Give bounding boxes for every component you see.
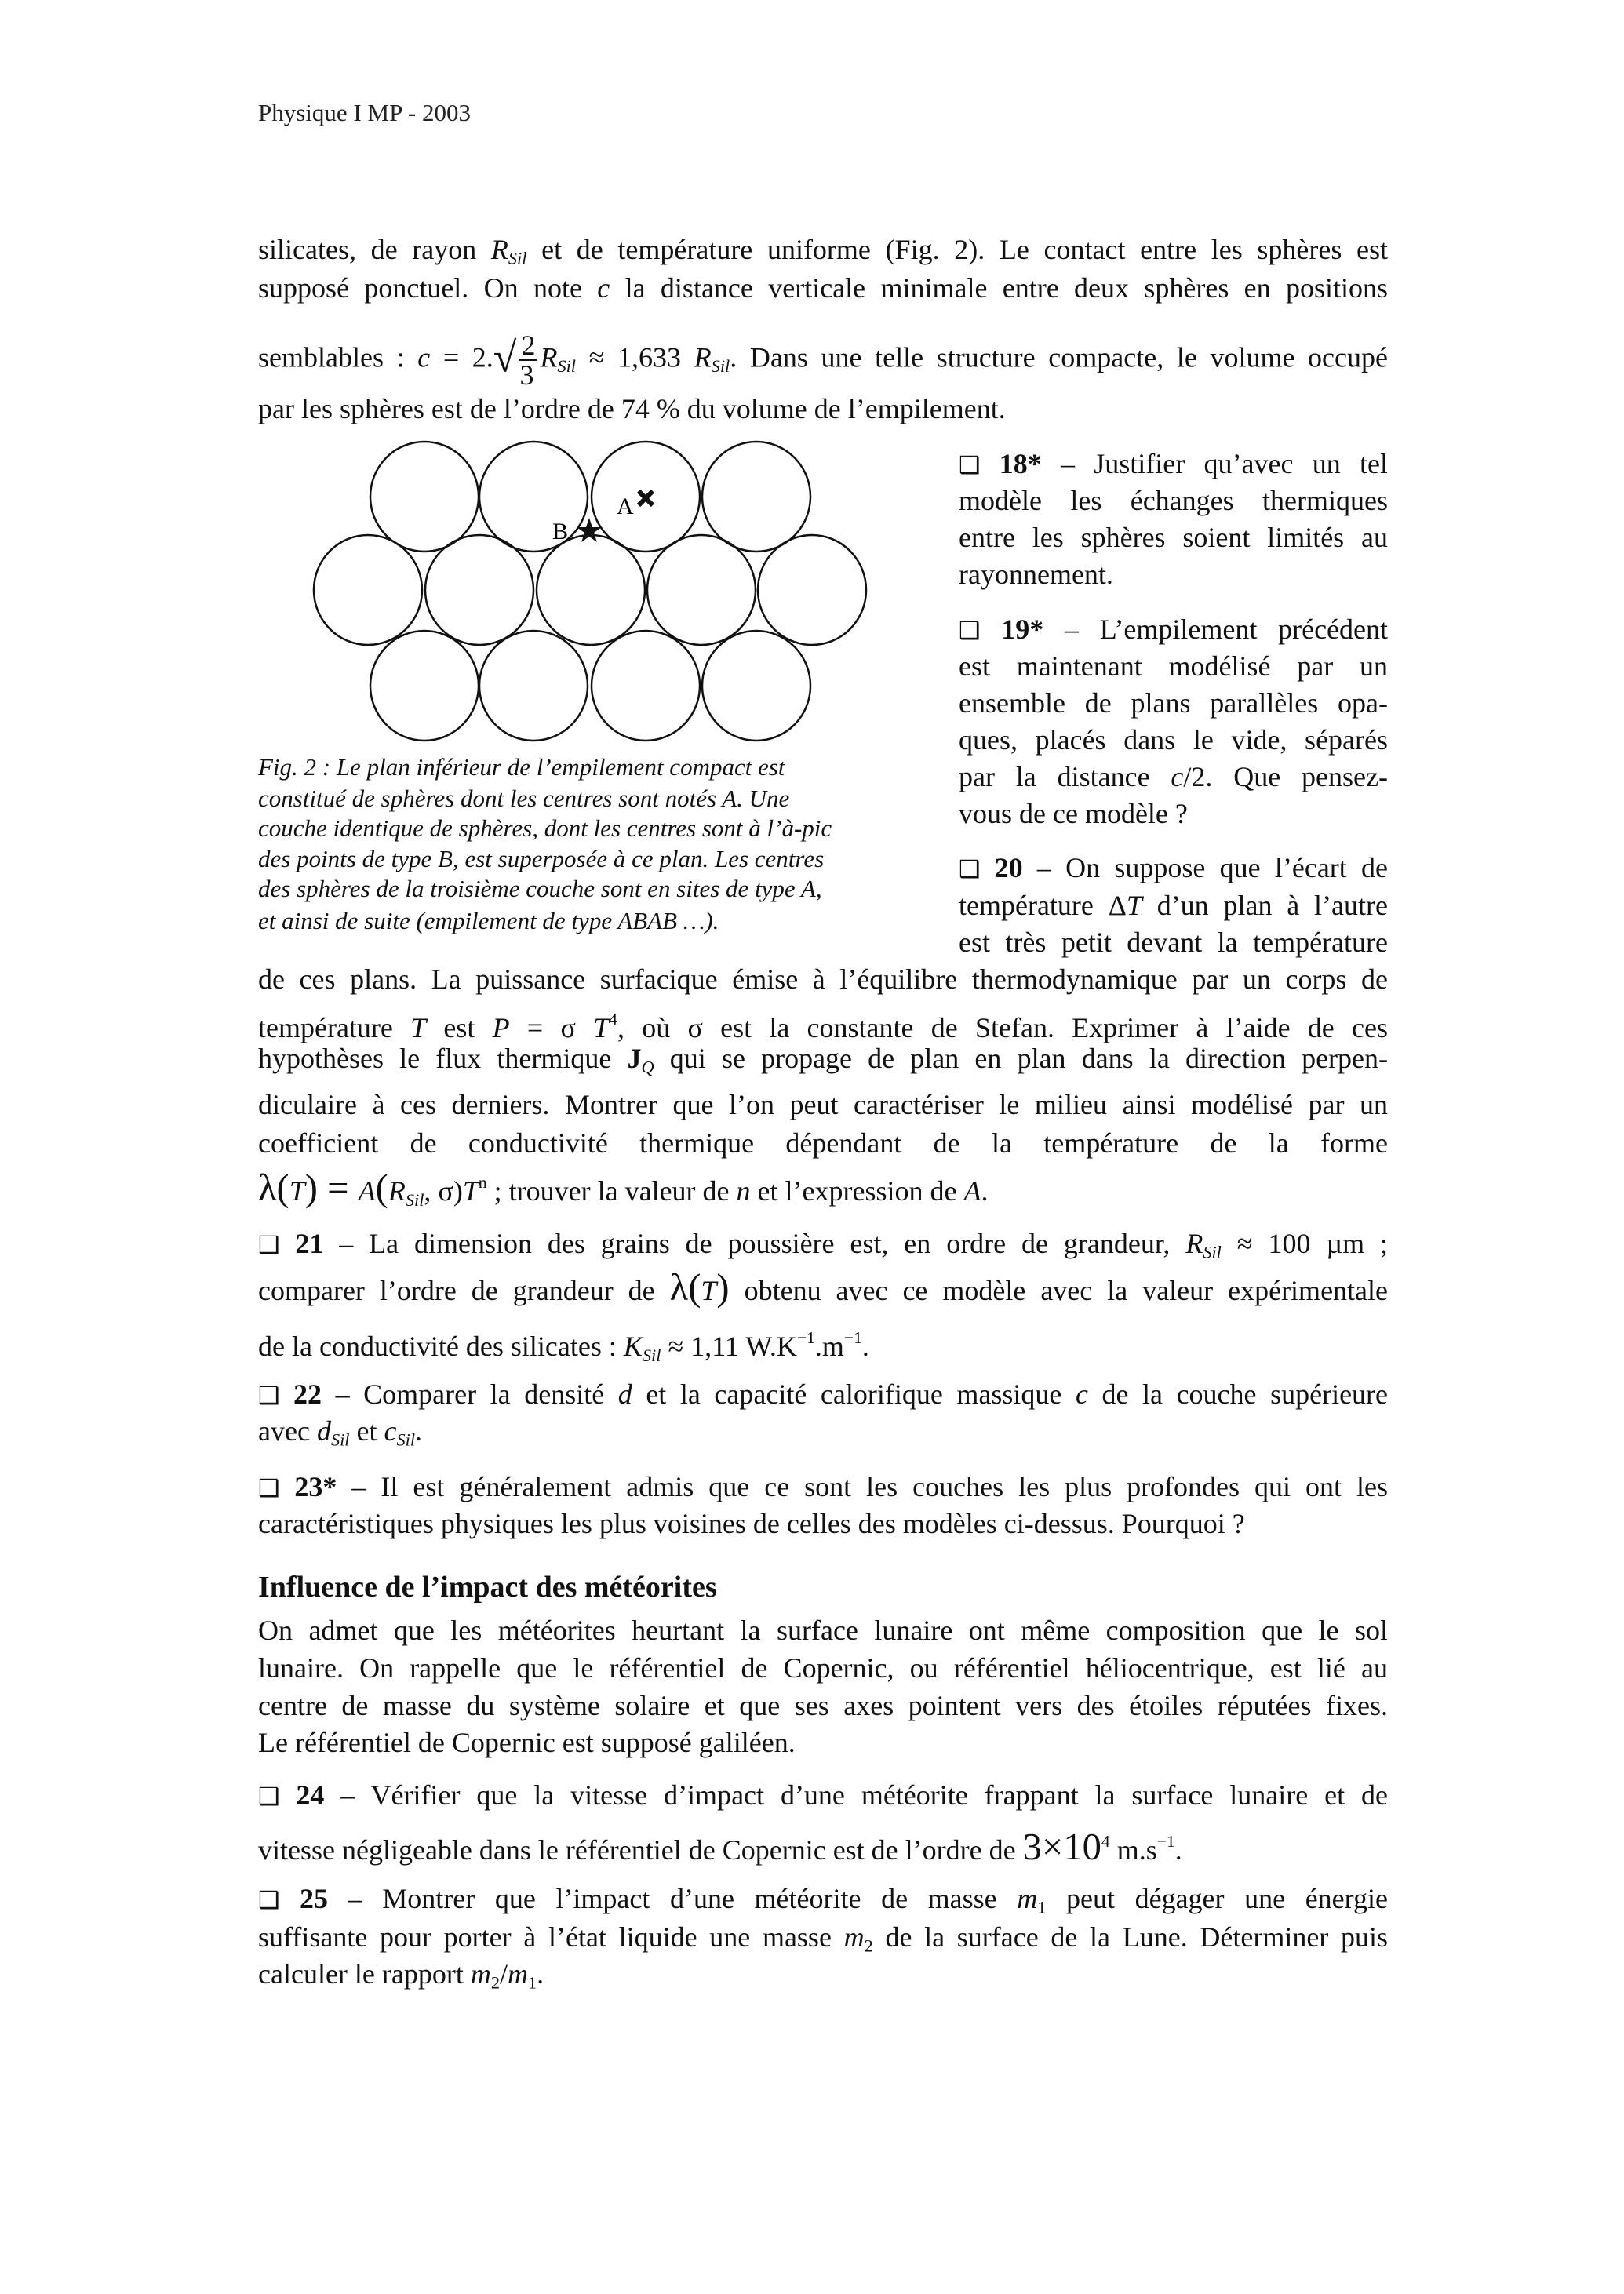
checkbox-square-icon: ❑ <box>959 617 981 645</box>
text-line <box>959 445 1388 485</box>
text-segment: calculer le rapport <box>258 1958 471 1990</box>
text-segment: Sil <box>557 355 576 376</box>
text-segment: silicates, de rayon <box>258 234 491 265</box>
checkbox-square-icon: ❑ <box>258 1783 280 1811</box>
text-line <box>258 905 917 937</box>
text-segment: semblables : <box>258 341 418 373</box>
text-line <box>258 1163 1388 1219</box>
text-segment: est très petit devant la température <box>959 927 1388 958</box>
text-segment: 20 <box>980 852 1023 883</box>
text-segment: et la capacité calorifique massique <box>632 1378 1076 1410</box>
text-segment: centre de masse du système solaire et que ses axes pointent vers des étoiles réputées fixes. <box>258 1690 1388 1721</box>
text-segment: et <box>349 1415 384 1447</box>
text-line <box>258 1225 1388 1272</box>
text-segment: 19* <box>980 614 1044 645</box>
text-segment: obtenu avec ce modèle avec la valeur expérimentale <box>729 1275 1389 1306</box>
text-line <box>258 960 1388 998</box>
text-segment: – Justifier qu’avec un tel <box>1041 448 1388 479</box>
text-segment: diculaire à ces derniers. Montrer que l’on peut caractériser le milieu ainsi modélisé par un <box>258 1089 1388 1120</box>
text-segment: K <box>623 1331 643 1363</box>
sphere-packing-figure <box>298 424 894 753</box>
checkbox-square-icon: ❑ <box>959 856 981 883</box>
sphere <box>758 535 866 645</box>
text-line <box>258 1412 1388 1459</box>
text-segment: λ( <box>258 1167 289 1210</box>
text-segment: , σ) <box>424 1175 463 1207</box>
text-segment: suffisante pour porter à l’état liquide une masse <box>258 1921 844 1953</box>
text-segment: Sil <box>396 1429 416 1450</box>
text-line <box>959 849 1388 889</box>
text-segment: . Dans une telle structure compacte, le volume occupé <box>730 341 1388 373</box>
text-segment: ) = <box>304 1167 359 1210</box>
text-segment: température <box>959 890 1109 921</box>
text-segment: rayonnement. <box>959 559 1113 590</box>
text-line <box>959 721 1388 759</box>
sphere <box>370 442 479 552</box>
text-segment: 22 <box>279 1378 322 1410</box>
text-segment: c <box>1171 761 1184 792</box>
text-segment: T <box>289 1175 305 1207</box>
text-segment: = σ <box>509 1012 594 1044</box>
text-segment: – Comparer la densité <box>322 1378 618 1410</box>
sphere <box>314 535 422 645</box>
text-segment: est maintenant modélisé par un <box>959 650 1388 682</box>
text-segment: . <box>537 1958 544 1990</box>
text-segment: 1 <box>528 1972 537 1993</box>
label-b: B <box>552 519 569 544</box>
text-segment: Sil <box>711 355 730 376</box>
text-segment: ≈ 1,11 W.K <box>661 1331 797 1363</box>
sphere <box>479 442 588 552</box>
text-segment: supposé ponctuel. On note <box>258 272 598 304</box>
text-segment: vous de ce modèle ? <box>959 798 1188 829</box>
text-line <box>258 1687 1388 1724</box>
text-segment: ≈ 100 µm ; <box>1221 1228 1388 1259</box>
text-segment: comparer l’ordre de grandeur de <box>258 1275 670 1306</box>
text-segment: coefficient de conductivité thermique dépendant de la température de la forme <box>258 1127 1388 1159</box>
point-a-cross-icon <box>639 491 653 505</box>
text-line <box>258 1375 1388 1415</box>
text-segment: /2. Que pensez- <box>1183 761 1388 792</box>
text-line <box>959 647 1388 685</box>
text-segment: Sil <box>330 1429 350 1450</box>
text-segment: 1 <box>1037 1897 1047 1917</box>
sphere <box>592 631 700 741</box>
text-segment: / <box>500 1958 508 1990</box>
text-line <box>258 1724 1388 1761</box>
text-line <box>258 843 917 875</box>
text-line <box>258 813 917 844</box>
text-segment: – La dimension des grains de poussière est, en ordre de grandeur, <box>323 1228 1186 1259</box>
text-segment: n <box>478 1173 487 1192</box>
text-segment: ) <box>716 1266 730 1309</box>
sphere <box>370 631 479 741</box>
checkbox-square-icon: ❑ <box>258 1475 280 1502</box>
text-segment: d <box>617 1378 632 1410</box>
text-segment: m <box>843 1921 865 1953</box>
text-segment: est <box>426 1012 493 1044</box>
text-segment: modèle les échanges thermiques <box>959 485 1388 516</box>
text-segment: – Montrer que l’impact d’une météorite de masse <box>328 1883 1018 1914</box>
text-segment: P <box>492 1012 510 1044</box>
text-segment: . <box>861 1331 869 1363</box>
text-segment: qui se propage de plan en plan dans la direction perpen- <box>654 1043 1388 1074</box>
text-segment: Sil <box>508 248 527 268</box>
text-segment: – On suppose que l’écart de <box>1022 852 1389 883</box>
text-line <box>959 519 1388 556</box>
text-segment: m <box>470 1958 491 1990</box>
text-segment: 4 <box>609 1010 617 1029</box>
text-segment: T <box>593 1012 610 1044</box>
fraction <box>519 331 537 389</box>
text-line <box>258 1468 1388 1508</box>
text-line <box>258 331 1388 389</box>
text-segment: m.s <box>1109 1834 1157 1866</box>
text-segment: ; trouver la valeur de <box>486 1175 737 1207</box>
text-line <box>258 1505 1388 1542</box>
text-segment: R <box>694 341 712 373</box>
text-segment: Sil <box>1203 1242 1222 1262</box>
text-segment: constitué de sphères dont les centres sont notés A. Une <box>258 785 790 812</box>
text-segment: . <box>415 1415 423 1447</box>
text-segment: n <box>736 1175 751 1207</box>
denominator: 3 <box>519 359 534 391</box>
text-segment: R <box>540 341 558 373</box>
text-segment: T <box>410 1012 427 1044</box>
text-line <box>258 1776 1388 1816</box>
text-line <box>258 1611 1388 1649</box>
numerator: 2 <box>521 330 536 361</box>
checkbox-square-icon: ❑ <box>258 1232 280 1259</box>
text-segment: 23* <box>279 1471 337 1502</box>
text-line <box>959 923 1388 961</box>
text-segment: . <box>981 1175 989 1207</box>
sphere <box>479 631 588 741</box>
text-segment: √ <box>493 333 517 381</box>
text-segment: par la distance <box>959 761 1171 792</box>
checkbox-square-icon: ❑ <box>258 1382 280 1410</box>
text-segment: Le référentiel de Copernic est supposé galiléen. <box>258 1727 796 1758</box>
text-line <box>959 610 1388 650</box>
page-header: Physique I MP - 2003 <box>258 99 471 126</box>
text-segment: A <box>358 1175 376 1207</box>
text-segment: par les sphères est de l’ordre de 74 % du volume de l’empilement. <box>258 393 1006 424</box>
sphere <box>702 442 810 552</box>
text-segment: et de température uniforme (Fig. 2). Le contact entre les sphères est <box>526 234 1388 265</box>
text-segment: 2 <box>490 1972 500 1993</box>
text-line <box>258 1319 1388 1375</box>
text-segment: – Vérifier que la vitesse d’impact d’une météorite frappant la surface lunaire et de <box>324 1779 1389 1811</box>
text-segment: de ces plans. La puissance surfacique émise à l’équilibre thermodynamique par un corps de <box>258 963 1388 995</box>
text-segment: Sil <box>405 1189 424 1210</box>
text-line <box>258 1086 1388 1123</box>
text-segment: température <box>258 1012 411 1044</box>
text-segment: d’un plan à l’autre <box>1142 890 1388 921</box>
text-segment: hypothèses le flux thermique <box>258 1043 628 1074</box>
text-segment: Q <box>641 1057 654 1077</box>
text-segment: T <box>462 1175 479 1207</box>
text-segment: la distance verticale minimale entre deux sphères en positions <box>610 272 1389 304</box>
text-segment: J <box>627 1043 642 1074</box>
text-segment: . <box>1174 1834 1182 1866</box>
text-segment: λ( <box>669 1266 701 1309</box>
text-segment: – L’empilement précédent <box>1043 614 1388 645</box>
sphere <box>702 631 810 741</box>
text-segment: peut dégager une énergie <box>1046 1883 1388 1914</box>
text-segment: et l’expression de <box>750 1175 964 1207</box>
text-line <box>959 887 1388 924</box>
text-line <box>258 269 1388 307</box>
text-segment: T <box>1126 890 1142 921</box>
text-line <box>258 1266 1389 1309</box>
text-line <box>258 1955 1388 2002</box>
text-segment: −1 <box>1156 1832 1175 1851</box>
sphere <box>425 535 533 645</box>
text-segment: de la conductivité des silicates : <box>258 1331 624 1363</box>
text-segment: de la surface de la Lune. Déterminer puis <box>872 1921 1388 1953</box>
text-segment: m <box>1017 1883 1038 1914</box>
text-segment: On admet que les météorites heurtant la surface lunaire ont même composition que le sol <box>258 1615 1388 1646</box>
text-segment: avec <box>258 1415 317 1447</box>
text-segment: Influence de l’impact des météorites <box>258 1571 717 1604</box>
text-segment: 3×10 <box>1022 1826 1101 1869</box>
text-segment: 2 <box>864 1935 873 1956</box>
checkbox-square-icon: ❑ <box>959 452 981 479</box>
text-line <box>959 758 1388 796</box>
text-segment: couche identique de sphères, dont les centres sont à l’à-pic <box>258 814 832 842</box>
text-segment: R <box>388 1175 406 1207</box>
text-line <box>258 1822 1388 1869</box>
text-line <box>959 795 1388 832</box>
text-segment: de la couche supérieure <box>1087 1378 1389 1410</box>
text-segment: vitesse négligeable dans le référentiel de Copernic est de l’ordre de <box>258 1834 1023 1866</box>
text-line <box>258 390 1388 428</box>
text-segment: 25 <box>279 1883 329 1914</box>
sphere <box>647 535 756 645</box>
sphere <box>537 535 645 645</box>
text-segment: 18* <box>980 448 1042 479</box>
text-segment: d <box>316 1415 331 1447</box>
text-segment: .m <box>814 1331 844 1363</box>
text-segment: caractéristiques physiques les plus voisines de celles des modèles ci-dessus. Pourquoi ? <box>258 1508 1245 1539</box>
text-line <box>258 1568 1388 1606</box>
text-segment: , où σ est la constante de Stefan. Exprimer à l’aide de ces <box>617 1012 1388 1044</box>
text-segment: lunaire. On rappelle que le référentiel de Copernic, ou référentiel héliocentrique, est lié au <box>258 1652 1388 1684</box>
text-segment: ensemble de plans parallèles opa- <box>959 687 1388 719</box>
text-segment: ( <box>375 1167 388 1210</box>
text-line <box>258 1649 1388 1687</box>
text-segment: c <box>384 1415 397 1447</box>
text-segment: c <box>1075 1378 1088 1410</box>
text-segment: T <box>701 1275 717 1306</box>
checkbox-square-icon: ❑ <box>258 1887 280 1914</box>
text-line <box>959 482 1388 519</box>
text-line <box>258 1124 1388 1162</box>
text-segment: A <box>963 1175 981 1207</box>
text-segment: entre les sphères soient limités au <box>959 522 1388 553</box>
text-segment: des points de type B, est superposée à ce plan. Les centres <box>258 845 825 872</box>
text-line <box>258 783 917 814</box>
text-segment: −1 <box>843 1328 862 1347</box>
text-line <box>959 555 1388 593</box>
text-segment: 4 <box>1101 1832 1110 1851</box>
text-line <box>258 1040 1388 1087</box>
text-segment: ≈ 1,633 <box>576 341 694 373</box>
text-segment: R <box>490 234 508 265</box>
text-segment: – Il est généralement admis que ce sont les couches les plus profondes qui ont les <box>337 1471 1389 1502</box>
text-segment: 24 <box>279 1779 325 1811</box>
text-segment: Δ <box>1108 890 1127 921</box>
text-segment: c <box>597 272 610 304</box>
text-segment: = 2. <box>430 341 493 373</box>
text-line <box>258 873 917 905</box>
text-segment: Fig. 2 : Le plan inférieur de l’empilement compact est <box>258 753 785 781</box>
text-line <box>959 684 1388 722</box>
text-segment: et ainsi de suite (empilement de type ABAB …). <box>258 907 719 934</box>
text-segment: des sphères de la troisième couche sont en sites de type A, <box>258 875 822 902</box>
label-a: A <box>617 493 634 519</box>
text-segment: c <box>417 341 431 373</box>
text-segment: ques, placés dans le vide, séparés <box>959 724 1388 756</box>
text-segment: −1 <box>796 1328 815 1347</box>
text-segment: R <box>1185 1228 1203 1259</box>
text-segment: Sil <box>642 1345 661 1365</box>
text-line <box>258 752 917 783</box>
text-segment: m <box>508 1958 529 1990</box>
text-segment: 21 <box>279 1228 324 1259</box>
